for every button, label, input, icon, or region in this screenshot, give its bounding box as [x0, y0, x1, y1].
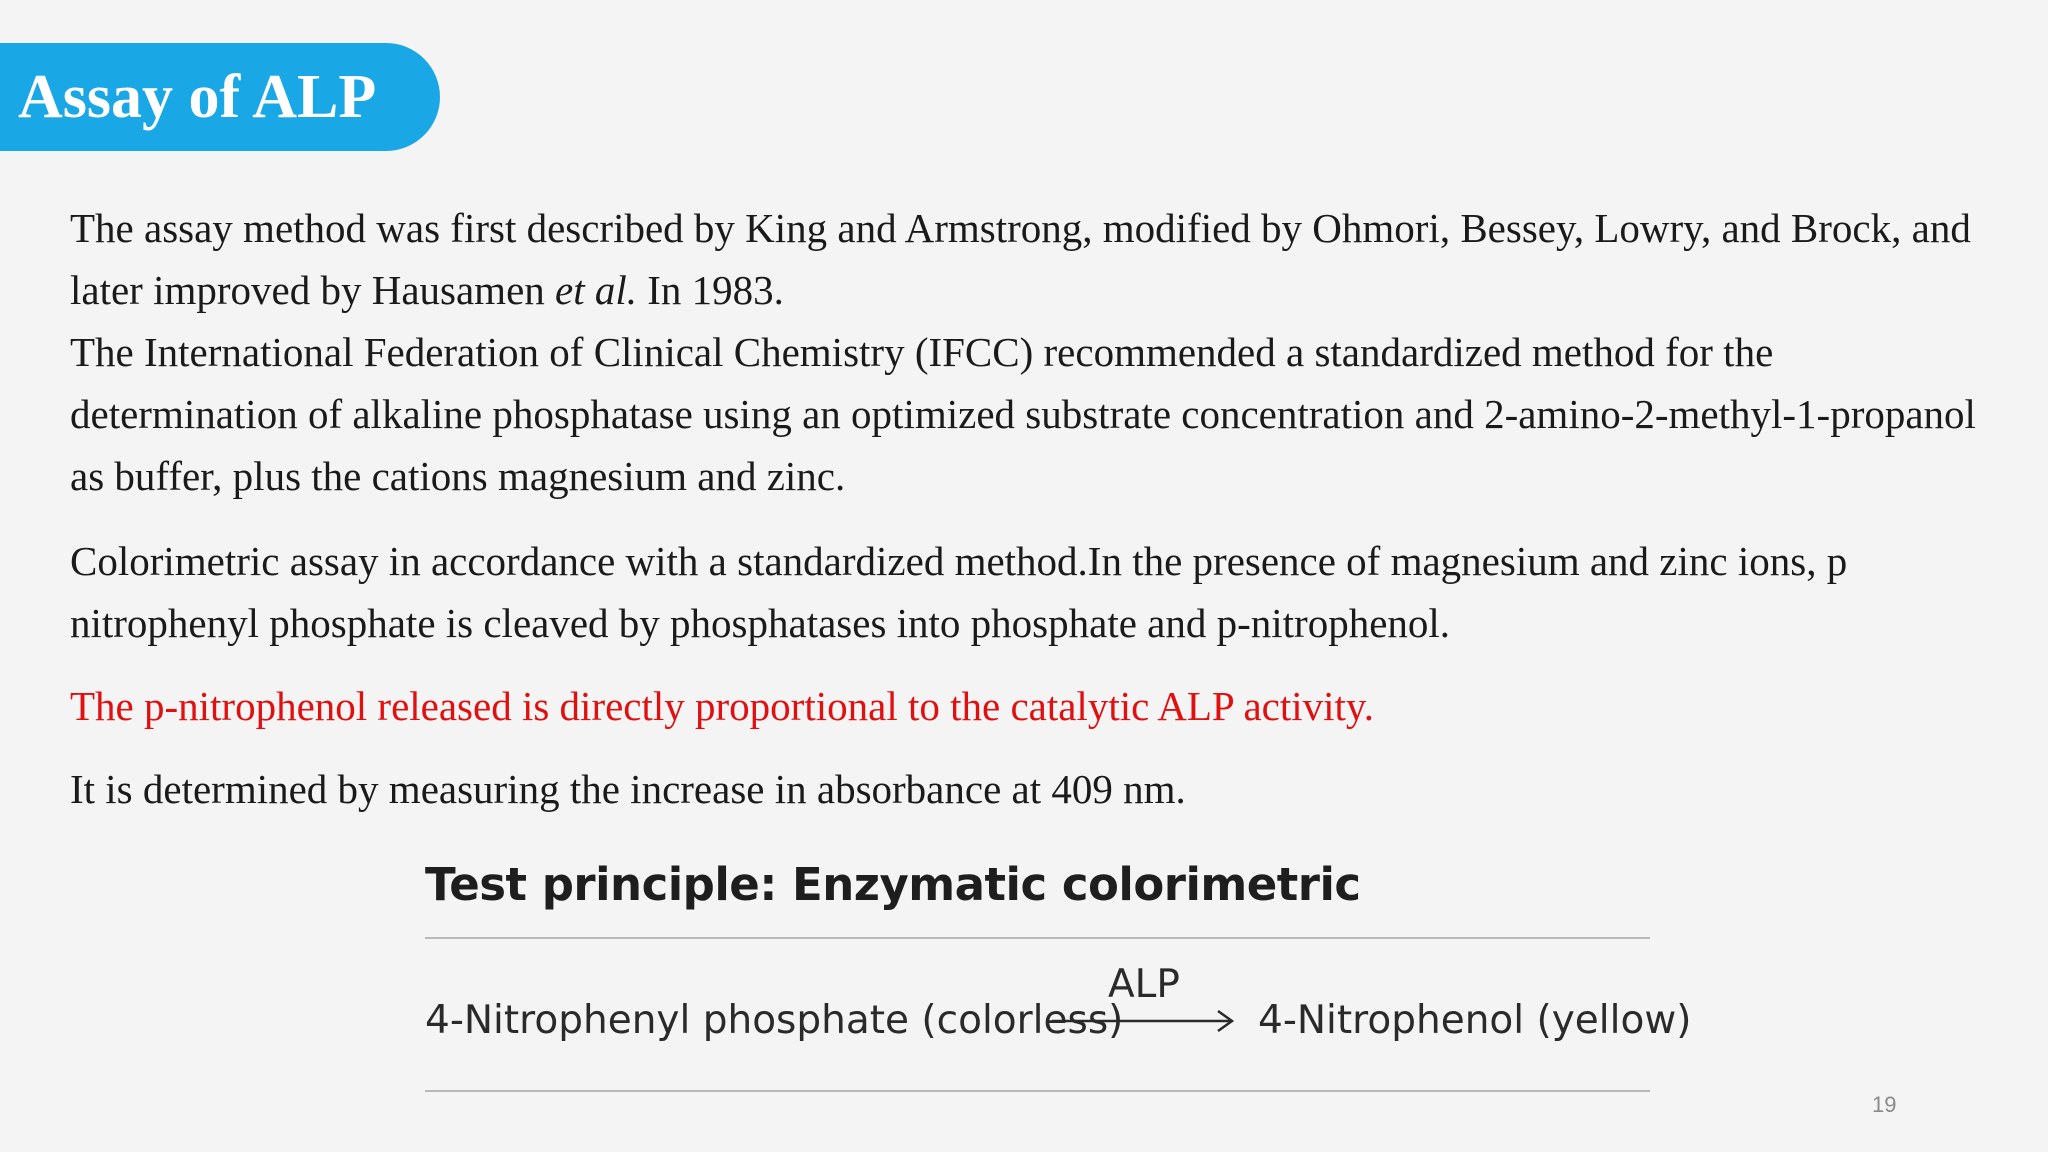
page-number: 19 — [1872, 1092, 1897, 1117]
enzyme-label: ALP — [1108, 962, 1180, 1007]
paragraph-highlight — [70, 675, 2010, 737]
product-label: 4-Nitrophenol (yellow) — [1258, 998, 1692, 1043]
paragraph-ifcc: The International Federation of Clinical Chemistry (IFCC) recommended a standardized method for the determination of alkaline phosphatase using an optimized substrate concentration and 2-amino-2-methyl-1-propanol as buffer, plus the cations magnesium and zinc. — [70, 329, 1976, 499]
test-principle-title: Test principle: Enzymatic colorimetric — [425, 858, 1361, 911]
top-divider — [425, 937, 1650, 939]
et-al-italic: et al. — [555, 267, 637, 313]
paragraph-absorbance — [70, 758, 2010, 820]
paragraph-colorimetric — [70, 530, 2010, 654]
paragraph-history-year: In 1983. — [637, 267, 784, 313]
reaction-arrow-icon — [1052, 1006, 1237, 1036]
bottom-divider — [425, 1090, 1650, 1092]
paragraph-colorimetric-text: Colorimetric assay in accordance with a standardized method.In the presence of magnesium and zinc ions, p nitrophenyl phosphate is cleaved by phosphatases into phosphate and p-nitrophenol. — [70, 538, 1848, 646]
paragraph-absorbance-text: It is determined by measuring the increase in absorbance at 409 nm. — [70, 766, 1186, 812]
substrate-label: 4-Nitrophenyl phosphate (colorless) — [425, 998, 1124, 1043]
slide-title: Assay of ALP — [18, 63, 377, 131]
paragraph-highlight-text: The p-nitrophenol released is directly proportional to the catalytic ALP activity. — [70, 683, 1375, 729]
paragraph-history — [70, 197, 2010, 507]
title-banner — [0, 43, 440, 151]
paragraph-history-text: The assay method was first described by King and Armstrong, modified by Ohmori, Bessey, Lowry, and Brock, and later improved by Hausamen — [70, 205, 1971, 313]
